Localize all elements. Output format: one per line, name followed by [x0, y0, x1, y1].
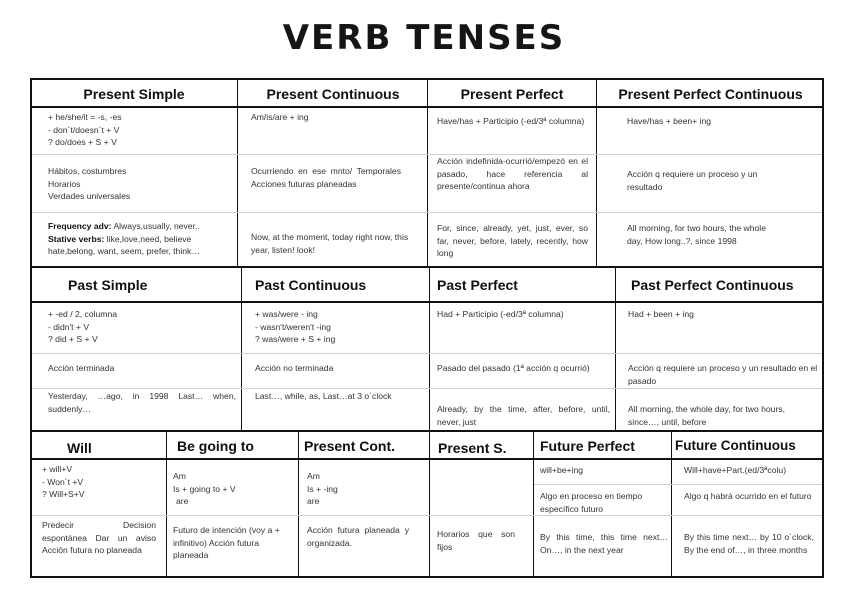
header-past-perfect: Past Perfect	[437, 277, 518, 293]
present-perfect-markers: For, since, already, yet, just, ever, so far, never, before, lately, recently, how long	[437, 223, 588, 258]
divider	[429, 268, 430, 430]
present-continuous-use: Ocurriendo en ese mnto/ Temporales Acciones futuras planeadas	[251, 166, 401, 189]
header-will: Will	[67, 440, 92, 456]
row-divider	[32, 388, 822, 389]
present-cont-use: Acción futura planeada y organizada.	[307, 525, 409, 548]
use-line: Verdades universales	[48, 191, 131, 201]
past-continuous-form	[255, 308, 425, 352]
present-continuous-form: Am/is/are + ing	[251, 112, 309, 122]
form-line: ? do/does + S + V	[48, 137, 117, 147]
past-perfect-continuous-markers: All morning, the whole day, for two hours, since…, until, before	[628, 404, 785, 427]
divider	[30, 301, 824, 303]
header-past-continuous: Past Continuous	[255, 277, 367, 293]
future-continuous-markers: By this time next… by 10 o´clock, By the end of…, in three months	[684, 532, 814, 555]
future-continuous-form: Will+have+Part.(ed/3ªcolu)	[684, 465, 787, 475]
going-to-use: Futuro de intención (voy a + infinitivo) Acción futura planeada	[173, 525, 280, 560]
row-divider	[32, 154, 822, 155]
future-continuous-use: Algo q habrá ocurrido en el futuro	[684, 491, 812, 501]
form-line: Is + going to + V	[173, 483, 236, 494]
divider	[429, 432, 430, 578]
present-cont-form	[307, 470, 425, 514]
header-present-simple: Present Simple	[83, 86, 185, 102]
past-simple-markers: Yesterday, …ago, in 1998 Last… when, suddenly…	[48, 391, 236, 414]
present-simple-use	[48, 165, 234, 210]
divider	[596, 80, 597, 266]
present-perfect-form: Have/has + Participio (-ed/3ª columna)	[437, 116, 585, 126]
form-line: - didn't + V	[48, 321, 90, 332]
divider	[427, 80, 428, 266]
future-perfect-use: Algo en proceso en tiempo específico futuro	[540, 491, 643, 514]
header-present-s: Present S.	[438, 440, 507, 456]
past-perfect-use: Pasado del pasado (1ª acción q ocurrió)	[437, 363, 590, 373]
header-present-cont: Present Cont.	[304, 438, 396, 454]
frequency-label: Frequency adv:	[48, 221, 112, 231]
form-line: - wasn't/weren't -ing	[255, 321, 331, 332]
present-simple-form	[48, 111, 234, 153]
will-form	[42, 463, 164, 513]
form-line: are	[307, 496, 320, 506]
form-line: Am	[173, 471, 186, 481]
header-present-perfect-continuous: Present Perfect Continuous	[618, 86, 803, 102]
form-line: + -ed / 2, columna	[48, 309, 118, 319]
form-line: are	[176, 496, 189, 506]
divider	[533, 432, 534, 578]
divider	[166, 432, 167, 578]
going-to-form	[173, 470, 295, 514]
header-be-going-to: Be going to	[177, 438, 254, 454]
stative-label: Stative verbs:	[48, 233, 105, 244]
form-line: - Won´t +V	[42, 476, 84, 487]
form-line: ? was/were + S + ing	[255, 334, 336, 344]
section-divider	[30, 266, 824, 268]
divider	[615, 268, 616, 430]
divider	[671, 432, 672, 578]
future-perfect-form: will+be+ing	[540, 465, 583, 475]
form-line: + he/she/it = -s, -es	[48, 112, 122, 122]
present-s-use: Horarios que son fijos	[437, 529, 515, 552]
row-divider	[32, 515, 822, 516]
header-past-simple: Past Simple	[68, 277, 148, 293]
form-line: ? did + S + V	[48, 334, 98, 344]
present-simple-markers	[48, 220, 236, 264]
past-perfect-markers: Already, by the time, after, before, until, never, just	[437, 404, 610, 427]
section-divider	[30, 430, 824, 432]
use-line: Hábitos, costumbres	[48, 166, 127, 176]
form-line: ? Will+S+V	[42, 489, 85, 499]
present-perfect-continuous-use: Acción q requiere un proceso y un resultado	[627, 169, 758, 192]
header-present-perfect: Present Perfect	[460, 86, 564, 102]
page-title: VERB TENSES	[282, 18, 566, 58]
header-future-perfect: Future Perfect	[540, 438, 635, 454]
past-continuous-markers: Last…, while, as, Last…at 3 o´clock	[255, 391, 392, 401]
row-divider	[534, 484, 822, 485]
divider	[241, 268, 242, 430]
header-past-perfect-continuous: Past Perfect Continuous	[631, 277, 794, 293]
stative-verbs: like,love,need, believe hate,belong, want, seem, prefer, think…	[48, 233, 200, 256]
past-continuous-use: Acción no terminada	[255, 363, 334, 373]
past-perfect-continuous-use: Acción q requiere un proceso y un resultado en el pasado	[628, 363, 818, 386]
form-line: + was/were - ing	[255, 309, 318, 319]
present-perfect-continuous-form: Have/has + been+ ing	[627, 116, 712, 126]
will-use: Predecir Decision espontánea Dar un aviso Acción futura no planeada	[42, 520, 156, 555]
past-perfect-form: Had + Participio (-ed/3ª columna)	[437, 309, 564, 319]
header-future-continuous: Future Continuous	[675, 438, 796, 453]
divider	[237, 80, 238, 266]
form-line: + will+V	[42, 464, 73, 474]
form-line: Am	[307, 471, 320, 481]
form-line: Is + -ing	[307, 483, 338, 494]
present-continuous-markers: Now, at the moment, today right now, this year, listen! look!	[251, 232, 409, 255]
past-simple-form	[48, 308, 238, 352]
present-perfect-use: Acción indefinida-ocurrió/empezó en el pasado, hace referencia al presente/continua ahora	[437, 156, 588, 191]
divider	[298, 432, 299, 578]
future-perfect-markers: By this time, this time next… On…, in the next year	[540, 532, 668, 555]
form-line: - don´t/doesn´t + V	[48, 124, 120, 135]
past-simple-use: Acción terminada	[48, 363, 115, 373]
header-present-continuous: Present Continuous	[266, 86, 400, 102]
present-perfect-continuous-markers: All morning, for two hours, the whole day, How long..?, since 1998	[627, 223, 766, 246]
row-divider	[32, 353, 822, 354]
row-divider	[32, 212, 822, 213]
past-perfect-continuous-form: Had + been + ing	[628, 309, 694, 319]
divider	[30, 458, 824, 460]
use-line: Horarios	[48, 178, 81, 189]
frequency-adverbs: Always,usually, never..	[113, 221, 200, 231]
